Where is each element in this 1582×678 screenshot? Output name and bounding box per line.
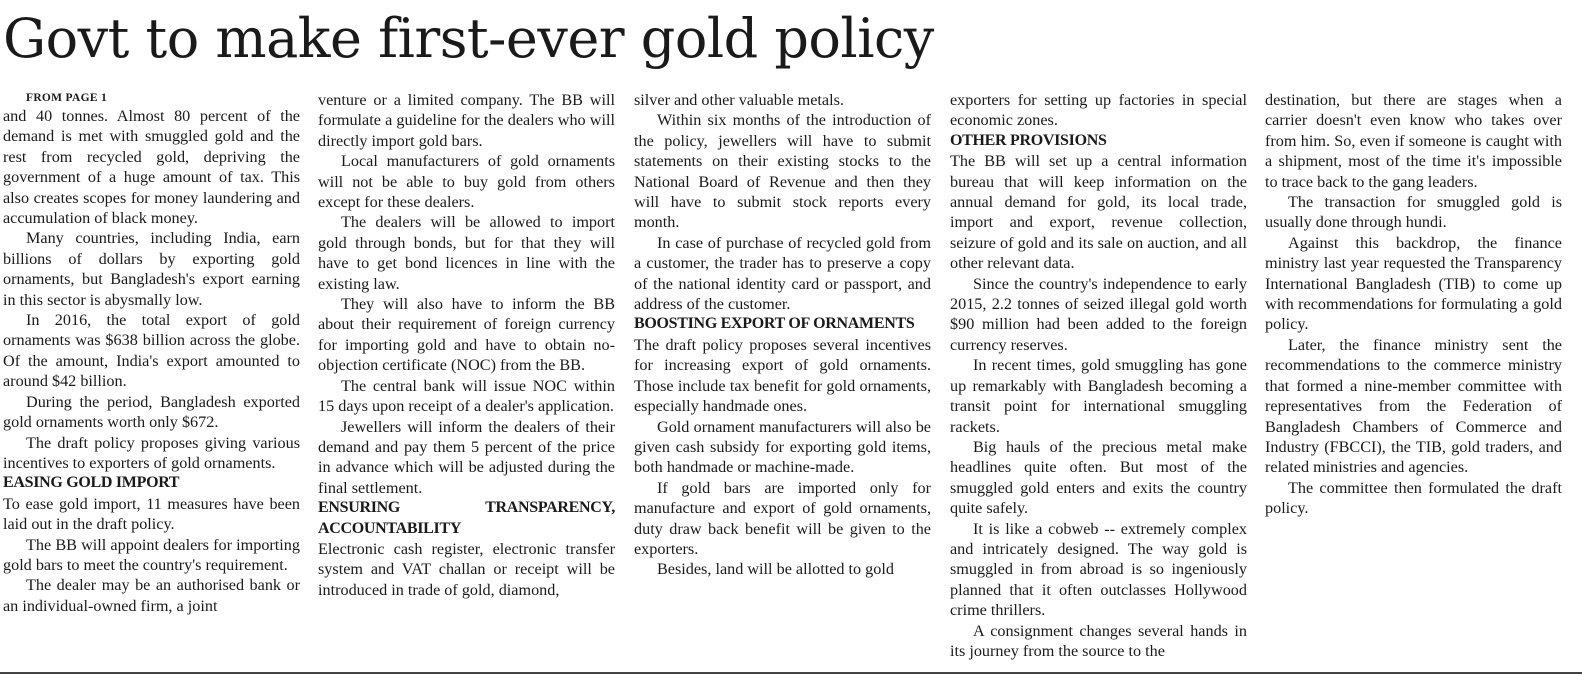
paragraph: Against this backdrop, the finance ministry last year requested the Transparency International Bangladesh (TIB) to come up with recommendations for formulating a gold policy. [1265,233,1562,334]
paragraph: silver and other valuable metals. [634,91,844,109]
article-column-3 [634,90,931,670]
paragraph: To ease gold import, 11 measures have been laid out in the draft policy. [3,494,300,534]
paragraph: exporters for setting up factories in special economic zones. [950,91,1247,130]
paragraph: They will also have to inform the BB about their requirement of foreign currency for importing gold and have to obtain no-objection certificate (NOC) from the BB. [318,295,615,375]
paragraph: Besides, land will be allotted to gold [657,560,894,579]
paragraph: If gold bars are imported only for manufacture and export of gold ornaments, duty draw back benefit will be given to the exporters. [634,478,931,558]
article-column-1 [3,90,300,670]
paragraph: It is like a cobweb -- extremely complex and intricately designed. The way gold is smuggled in from abroad is so ingeniously planned that it often outclasses Hollywood crime thrillers. [950,519,1247,620]
jump-line: FROM PAGE 1 [26,92,108,104]
paragraph: The central bank will issue NOC within 15 days upon receipt of a dealer's application. [318,376,615,416]
bottom-rule [0,672,1582,674]
paragraph: The draft policy proposes giving various incentives to exporters of gold ornaments. [3,433,300,472]
paragraph: The dealers will be allowed to import gold through bonds, but for that they will have to get bond licences in line with the existing law. [318,213,615,293]
paragraph: Local manufacturers of gold ornaments will not be able to buy gold from others except for these dealers. [318,152,615,212]
paragraph: and 40 tonnes. Almost 80 percent of the demand is met with smuggled gold and the rest from recycled gold, depriving the government of a huge amount of tax. This also creates scopes for money laundering and accumulation of black money. [3,107,300,228]
paragraph: Gold ornament manufacturers will also be given cash subsidy for exporting gold items, both handmade or machine-made. [634,417,931,477]
section-heading: EASING GOLD IMPORT [3,474,180,492]
paragraph: The BB will appoint dealers for importing gold bars to meet the country's requirement. [3,535,300,574]
paragraph: venture or a limited company. The BB will formulate a guideline for the dealers who will directly import gold bars. [318,91,615,150]
article-column-2 [318,90,615,670]
paragraph: Since the country's independence to early 2015, 2.2 tonnes of seized illegal gold worth $90 million had been added to the foreign currency reserves. [950,274,1247,354]
paragraph: The committee then formulated the draft policy. [1265,478,1562,518]
headline: Govt to make first-ever gold policy [3,7,934,70]
paragraph: In 2016, the total export of gold ornaments was $638 billion across the globe. Of the amount, India's export amounted to around $42 billion. [3,311,300,391]
section-heading: BOOSTING EXPORT OF ORNAMENTS [634,315,915,333]
paragraph: In case of purchase of recycled gold from a customer, the trader has to preserve a copy of the national identity card or passport, and address of the customer. [634,233,931,314]
section-heading: OTHER PROVISIONS [950,131,1107,149]
paragraph: destination, but there are stages when a carrier doesn't even know who takes over from him. So, even if someone is caught with a shipment, most of the time it's impossible to trace back to the gang leaders. [1265,91,1562,191]
paragraph: Jewellers will inform the dealers of their demand and pay them 5 percent of the price in advance which will be adjusted during the final settlement. [318,417,615,497]
paragraph: The BB will set up a central information bureau that will keep information on the annual demand for gold, its local trade, import and export, revenue collection, seizure of gold and its sale on auction, and all other relevant data. [950,152,1247,273]
paragraph: In recent times, gold smuggling has gone up remarkably with Bangladesh becoming a transit point for international smuggling rackets. [950,356,1247,436]
paragraph: The dealer may be an authorised bank or an individual-owned firm, a joint [3,576,300,615]
paragraph: The draft policy proposes several incentives for increasing export of gold ornaments. Those include tax benefit for gold ornaments, especially handmade ones. [634,335,931,416]
paragraph: Big hauls of the precious metal make headlines quite often. But most of the smuggled gold enters and exits the country quite safely. [950,437,1247,518]
section-heading: ENSURING TRANSPARENCY, ACCOUNTABILITY [318,499,615,537]
paragraph: Later, the finance ministry sent the recommendations to the commerce ministry that formed a nine-member committee with representatives from the Federation of Bangladesh Chambers of Commerce and Industry (FBCCI), the TIB, gold traders, and related ministries and agencies. [1265,335,1562,477]
paragraph: During the period, Bangladesh exported gold ornaments worth only $672. [3,392,300,432]
article-column-5 [1265,90,1562,670]
paragraph: Many countries, including India, earn billions of dollars by exporting gold ornaments, but Bangladesh's export earning in this sector is abysmally low. [3,229,300,309]
article-column-4 [950,90,1247,670]
paragraph: Within six months of the introduction of the policy, jewellers will have to submit statements on their existing stocks to the National Board of Revenue and then they will have to submit stock reports every month. [634,111,931,232]
paragraph: A consignment changes several hands in its journey from the source to the [950,621,1247,660]
paragraph: The transaction for smuggled gold is usually done through hundi. [1265,193,1562,232]
paragraph: Electronic cash register, electronic transfer system and VAT challan or receipt will be introduced in trade of gold, diamond, [318,539,615,599]
